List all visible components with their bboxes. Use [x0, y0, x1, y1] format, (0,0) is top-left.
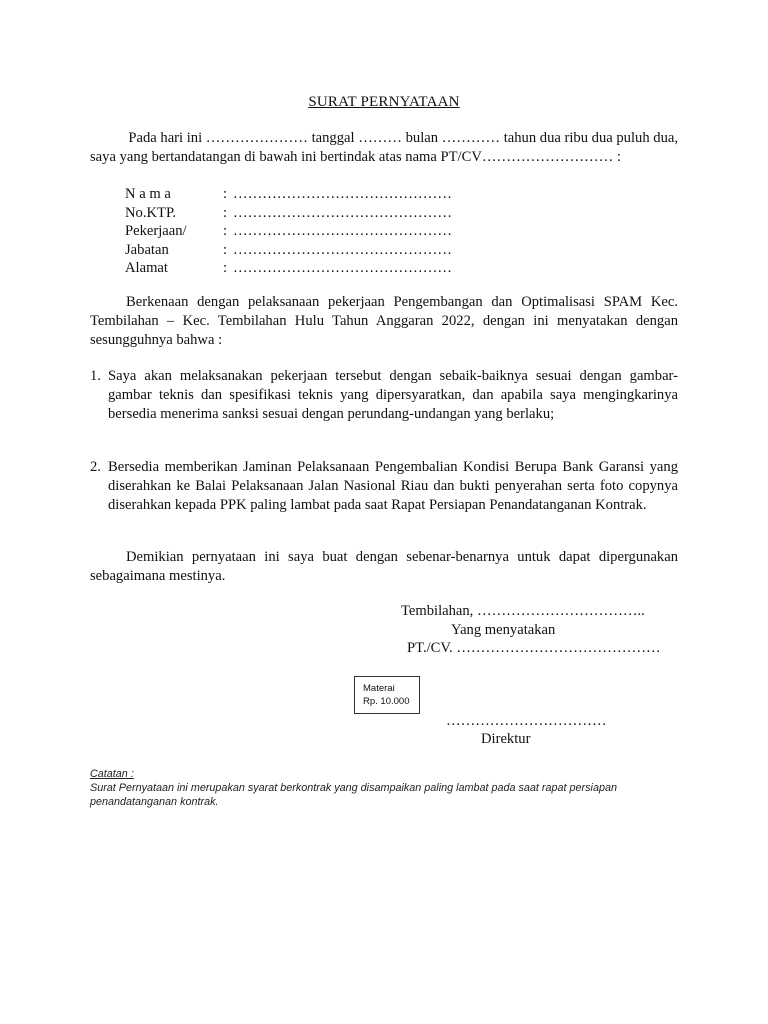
- field-row-alamat: [125, 259, 452, 278]
- stamp-label: Materai: [363, 683, 395, 694]
- field-row-nama: [125, 185, 452, 204]
- signature-position: Direktur: [481, 731, 531, 747]
- field-row-jabatan: [125, 241, 452, 260]
- note-section: [90, 767, 690, 809]
- statement-number: 1.: [90, 368, 101, 384]
- signature-name-line: ……………………………: [446, 713, 607, 729]
- opening-paragraph: [90, 129, 678, 167]
- signature-company: PT./CV. ……………………………………: [407, 640, 661, 656]
- field-label: No.KTP.: [125, 204, 177, 221]
- field-label: Jabatan: [125, 241, 169, 258]
- paragraph-berkenaan: Berkenaan dengan pelaksanaan pekerjaan Pengembangan dan Optimalisasi SPAM Kec. Tembilahan – Kec. Tembilahan Hulu Tahun Anggaran 2022, dengan ini menyatakan dengan sesungguhnya bahwa :: [90, 294, 678, 348]
- field-colon: :: [223, 186, 228, 202]
- statement-number: 2.: [90, 459, 101, 475]
- statement-text: Saya akan melaksanakan pekerjaan tersebut dengan sebaik-baiknya sesuai dengan gambar-gambar teknis dan spesifikasi teknis yang dipersyaratkan, dan apabila saya mengingkarinya bersedia menerima sanksi sesuai dengan perundang-undangan yang berlaku;: [108, 368, 678, 422]
- signature-who: Yang menyatakan: [451, 622, 556, 638]
- field-value: ………………………………………: [233, 204, 452, 221]
- field-value: ………………………………………: [233, 260, 452, 276]
- note-title: Catatan :: [90, 768, 134, 780]
- signature-place-date: Tembilahan, ……………………………..: [401, 603, 645, 619]
- field-colon: :: [223, 204, 228, 221]
- identity-fields: [125, 185, 452, 278]
- field-label: Pekerjaan/: [125, 223, 187, 239]
- field-label: Alamat: [125, 260, 168, 276]
- field-label: N a m a: [125, 186, 171, 202]
- field-colon: :: [223, 241, 228, 258]
- field-colon: :: [223, 223, 228, 239]
- field-value: ………………………………………: [233, 223, 452, 239]
- note-text: Surat Pernyataan ini merupakan syarat berkontrak yang disampaikan paling lambat pada saat rapat persiapan penandatanganan kontrak.: [90, 782, 617, 808]
- statement-item-1: [90, 367, 678, 424]
- page-title: SURAT PERNYATAAN: [308, 94, 460, 110]
- field-value: ………………………………………: [233, 186, 452, 202]
- materai-stamp-box: [354, 676, 420, 714]
- stamp-value: Rp. 10.000: [363, 696, 410, 707]
- opening-line-1: Pada hari ini ………………… tanggal ……… bulan ………… tahun dua ribu dua puluh dua,: [128, 130, 678, 146]
- statement-text: Bersedia memberikan Jaminan Pelaksanaan Pengembalian Kondisi Berupa Bank Garansi yang diserahkan ke Balai Pelaksanaan Jalan Nasional Riau dan bukti penyerahan serta foto copynya diserahkan kepada PPK paling lambat pada saat Rapat Persiapan Penandatanganan Kontrak.: [108, 459, 678, 513]
- field-row-pekerjaan: [125, 222, 452, 241]
- field-value: ………………………………………: [233, 241, 452, 258]
- statement-item-2: [90, 458, 678, 515]
- field-row-ktp: [125, 204, 452, 223]
- opening-line-2: saya yang bertandatangan di bawah ini bertindak atas nama PT/CV……………………… :: [90, 149, 621, 165]
- closing-paragraph: Demikian pernyataan ini saya buat dengan sebenar-benarnya untuk dapat dipergunakan sebagaimana mestinya.: [90, 549, 678, 584]
- field-colon: :: [223, 260, 228, 276]
